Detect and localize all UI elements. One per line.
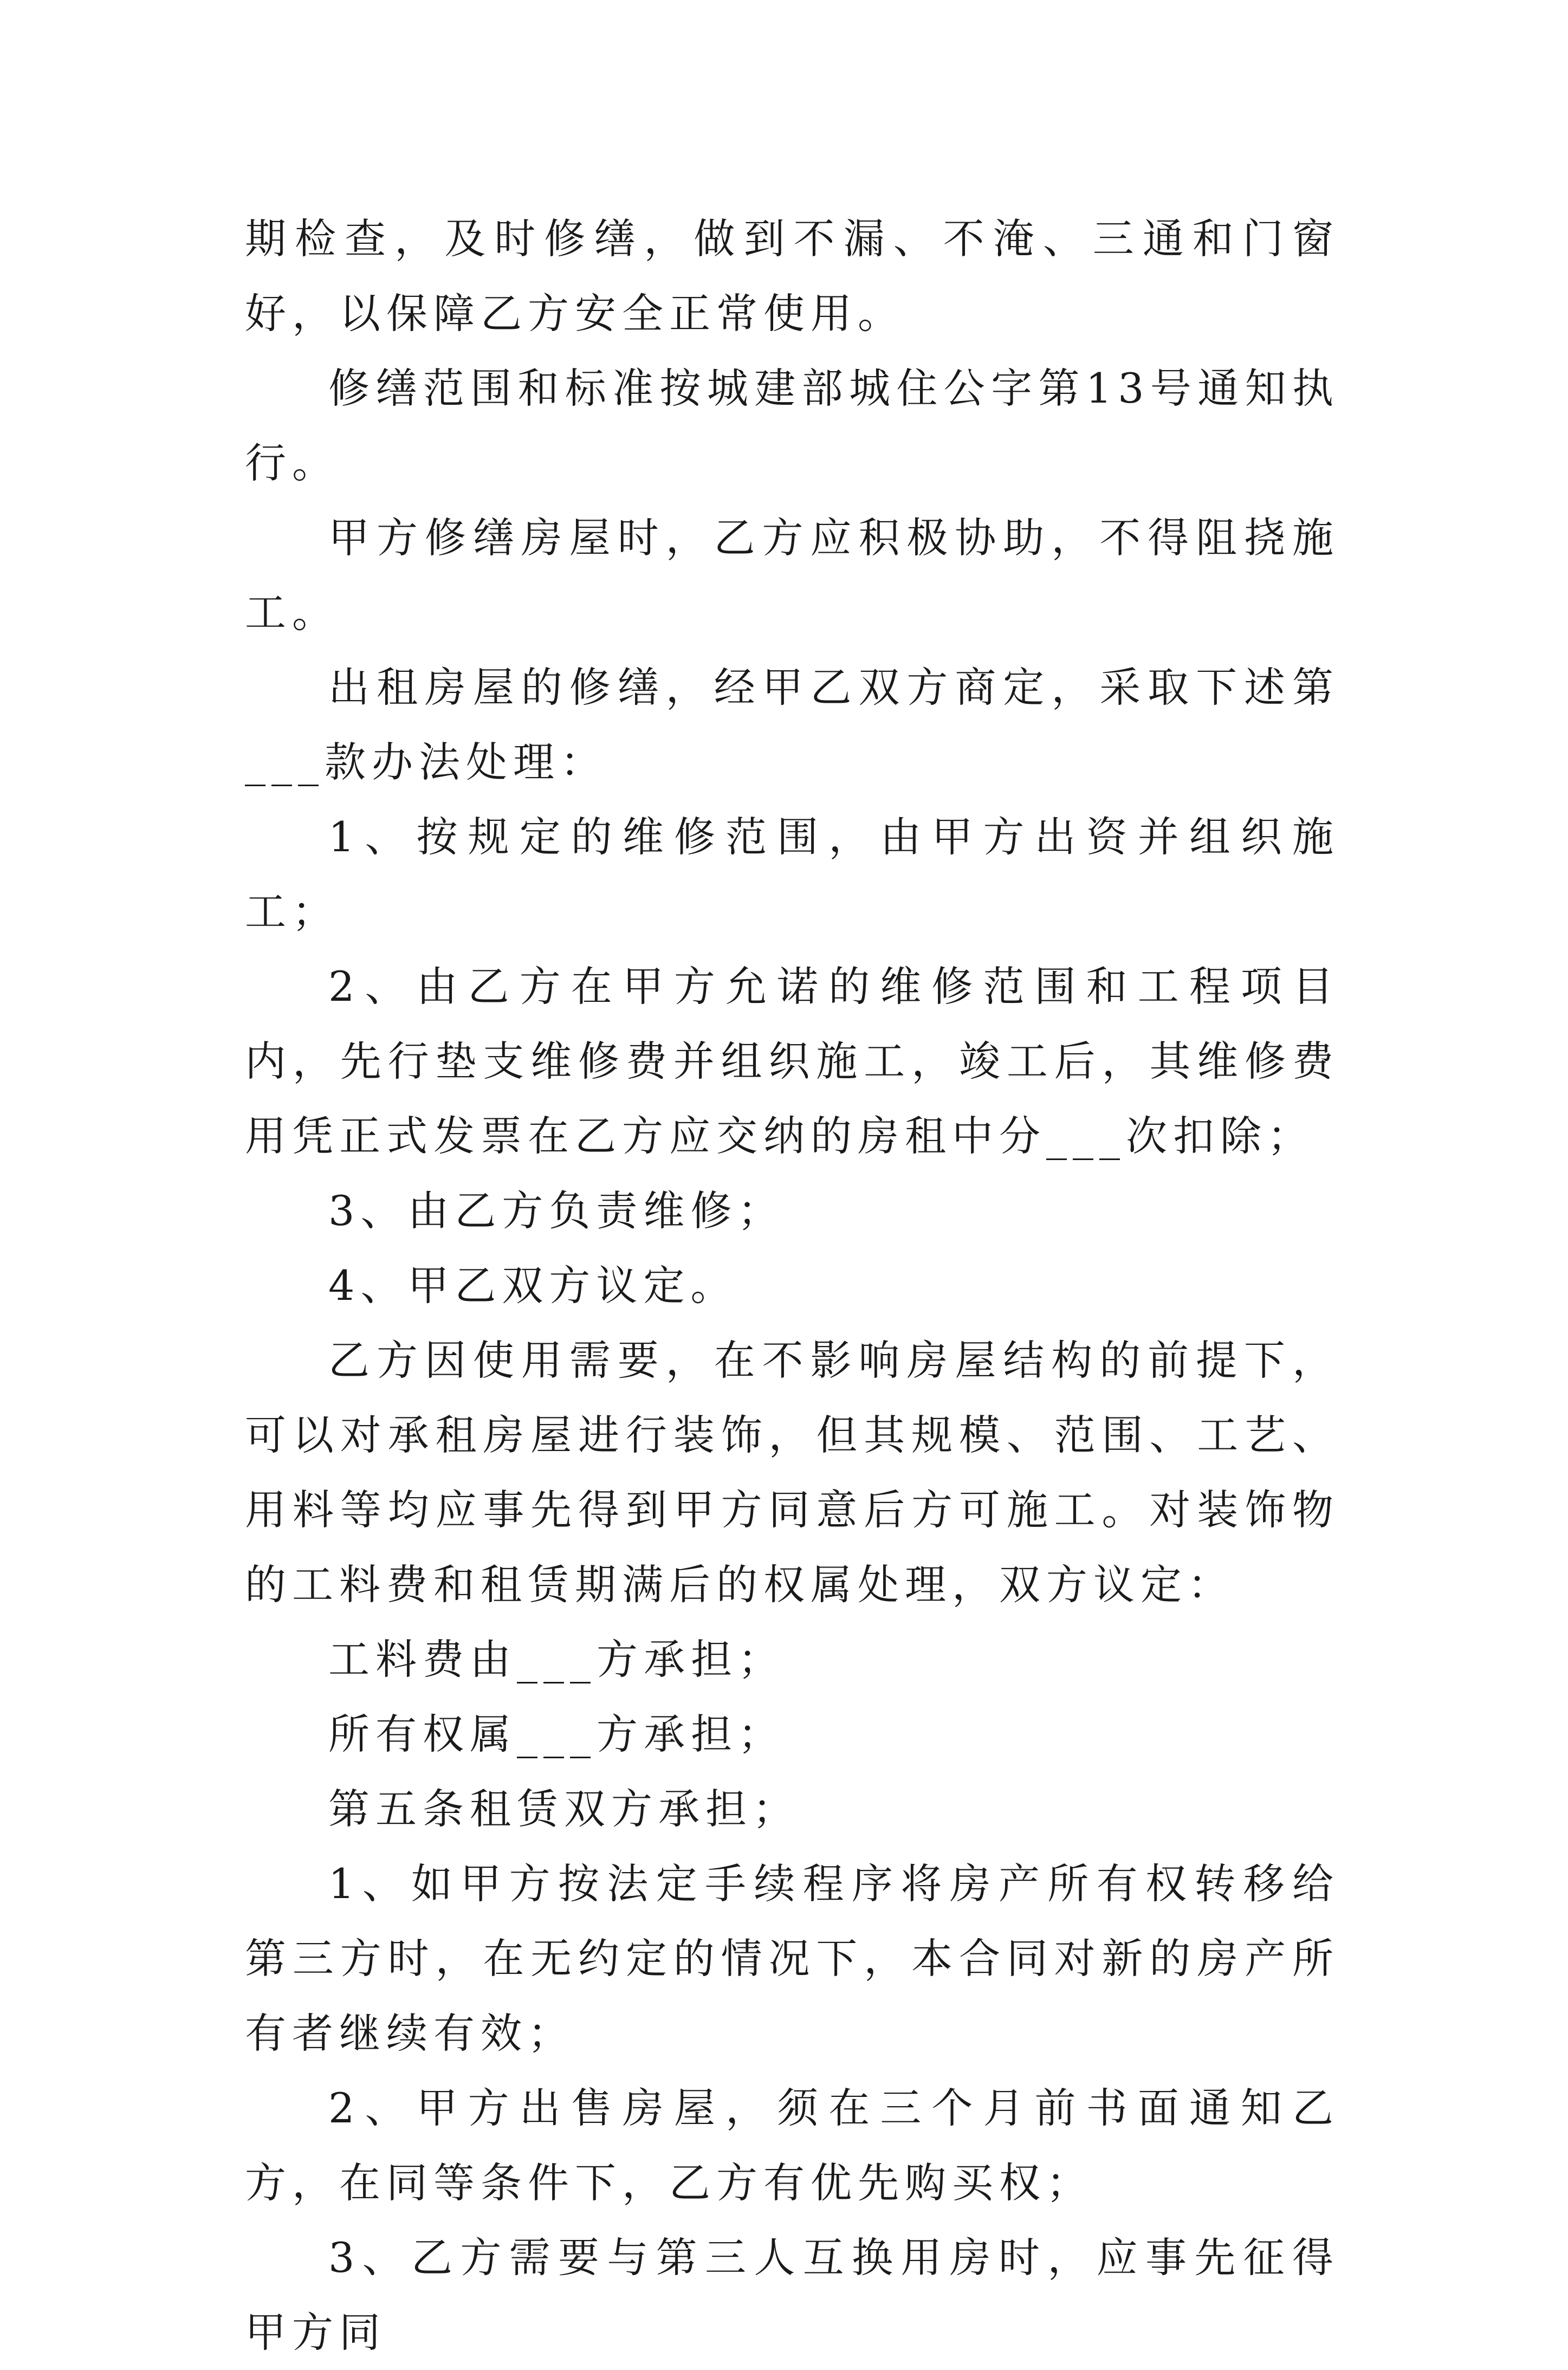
list-item: 1、如甲方按法定手续程序将房产所有权转移给第三方时，在无约定的情况下，本合同对新的房产所有者继续有效； <box>245 1860 1339 2057</box>
list-item: 3、由乙方负责维修； <box>328 1187 785 1235</box>
paragraph: 甲方修缮房屋时，乙方应积极协助，不得阻挠施工。 <box>245 514 1339 637</box>
paragraph: 工料费由___方承担； <box>328 1635 785 1683</box>
paragraph: 乙方因使用需要，在不影响房屋结构的前提下，可以对承租房屋进行装饰，但其规模、范围、工艺、用料等均应事先得到甲方同意后方可施工。对装饰物的工料费和租赁期满后的权属处理，双方议定： <box>245 1336 1339 1609</box>
paragraph: 期检查，及时修缮，做到不漏、不淹、三通和门窗好，以保障乙方安全正常使用。 <box>245 215 1339 338</box>
paragraph: 出租房屋的修缮，经甲乙双方商定，采取下述第___款办法处理： <box>245 663 1339 786</box>
list-item: 2、甲方出售房屋，须在三个月前书面通知乙方，在同等条件下，乙方有优先购买权； <box>245 2084 1339 2207</box>
list-item: 4、甲乙双方议定。 <box>328 1261 738 1310</box>
list-item: 2、由乙方在甲方允诺的维修范围和工程项目内，先行垫支维修费并组织施工，竣工后，其维修费用凭正式发票在乙方应交纳的房租中分___次扣除； <box>245 962 1339 1160</box>
paragraph: 所有权属___方承担； <box>328 1710 785 1758</box>
document-body <box>245 202 1339 2370</box>
list-item: 1、按规定的维修范围，由甲方出资并组织施工； <box>245 813 1339 936</box>
paragraph: 修缮范围和标准按城建部城住公字第13号通知执行。 <box>245 364 1339 487</box>
list-item: 3、乙方需要与第三人互换用房时，应事先征得甲方同 <box>245 2233 1339 2356</box>
section-heading: 第五条租赁双方承担； <box>328 1785 800 1833</box>
